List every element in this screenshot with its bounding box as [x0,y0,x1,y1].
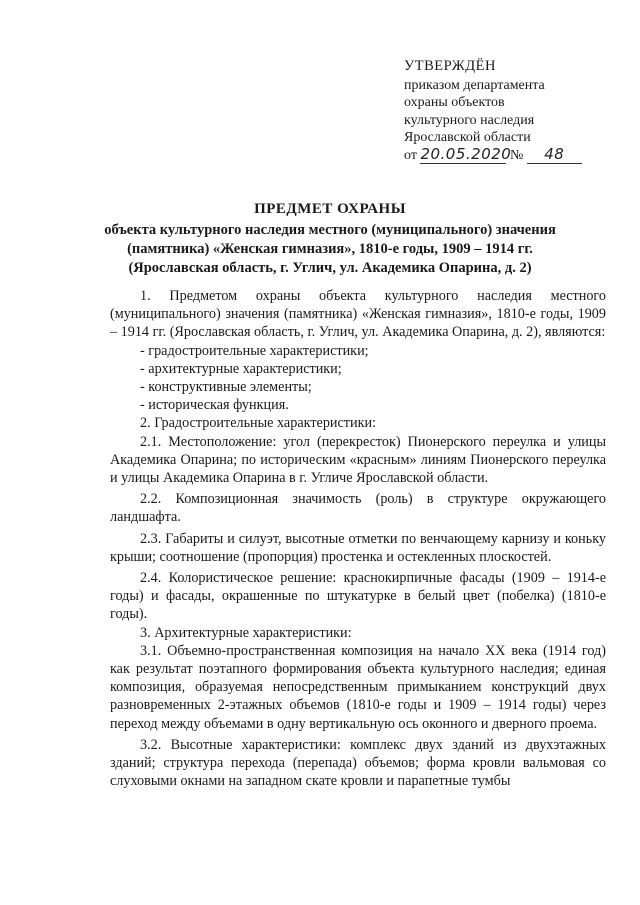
document-title [60,200,600,278]
approval-stamp [404,58,619,164]
title-main: ПРЕДМЕТ ОХРАНЫ [254,201,406,217]
section-heading-3: 3. Архитектурные характеристики: [140,624,352,641]
paragraph-3-1: 3.1. Объемно-пространственная композиция на начало XX века (1914 год) как результат поэтапного формирования объекта культурного наследия; единая композиция, образуемая непосредственным примыканием конструкций двух разновременных 2-этажных объемов (1810-е годы и 1909 – 1914 годы) через переход между объемами в одну вертикальную ось оконного и дверного проема. [110,642,606,732]
approval-heading: УТВЕРЖДЁН [404,58,496,74]
date-prefix: от [404,147,417,163]
document-body [110,287,606,790]
paragraph-2-2: 2.2. Композиционная значимость (роль) в структуре окружающего ландшафта. [110,491,606,526]
handwritten-number: 48 [544,144,565,163]
title-line: объекта культурного наследия местного (муниципального) значения [104,222,556,238]
number-field [527,144,582,164]
paragraph-2-1: 2.1. Местоположение: угол (перекресток) Пионерского переулка и улицы Академика Опарина; по историческим «красным» линиям Пионерского переулка и улицы Академика Опарина в г. Угличе Ярославской области. [110,433,606,487]
approval-line: приказом департамента [404,77,545,93]
paragraph-2-4: 2.4. Колористическое решение: краснокирпичные фасады (1909 – 1914-е годы) и фасады, окрашенные по штукатурке в белый цвет (побелка) (1810-е годы). [110,570,606,623]
paragraph-3-2: 3.2. Высотные характеристики: комплекс двух зданий из двухэтажных зданий; структура перехода (перепада) объемов; форма кровли вальмовая со слуховыми окнами на западном скате кровли и парапетные тумбы [110,736,606,790]
section-heading-2: 2. Градостроительные характеристики: [140,415,377,432]
approval-line: культурного наследия [404,112,535,128]
list-item: - градостроительные характеристики; [140,342,369,359]
list-item: - историческая функция. [140,397,289,414]
handwritten-date: 20.05.2020 [420,144,512,163]
paragraph-2-3: 2.3. Габариты и силуэт, высотные отметки по венчающему карнизу и коньку крыши; соотношение (пропорция) простенка и остекленных плоскостей. [110,530,606,565]
paragraph-1: 1. Предметом охраны объекта культурного наследия местного (муниципального) значения (памятника) «Женская гимназия», 1810-е годы, 1909 – 1914 гг. (Ярославская область, г. Углич, ул. Академика Опарина, д. 2), являются: [110,288,606,341]
title-line: (памятника) «Женская гимназия», 1810-е годы, 1909 – 1914 гг. [127,241,533,257]
approval-date-row [404,144,619,165]
list-item: - конструктивные элементы; [140,379,312,396]
approval-line: охраны объектов [404,95,505,110]
list-item: - архитектурные характеристики; [140,360,342,377]
approval-line: Ярославской области [404,130,531,145]
title-line: (Ярославская область, г. Углич, ул. Академика Опарина, д. 2) [128,260,532,276]
number-prefix: № [509,147,524,163]
date-field [420,144,512,164]
